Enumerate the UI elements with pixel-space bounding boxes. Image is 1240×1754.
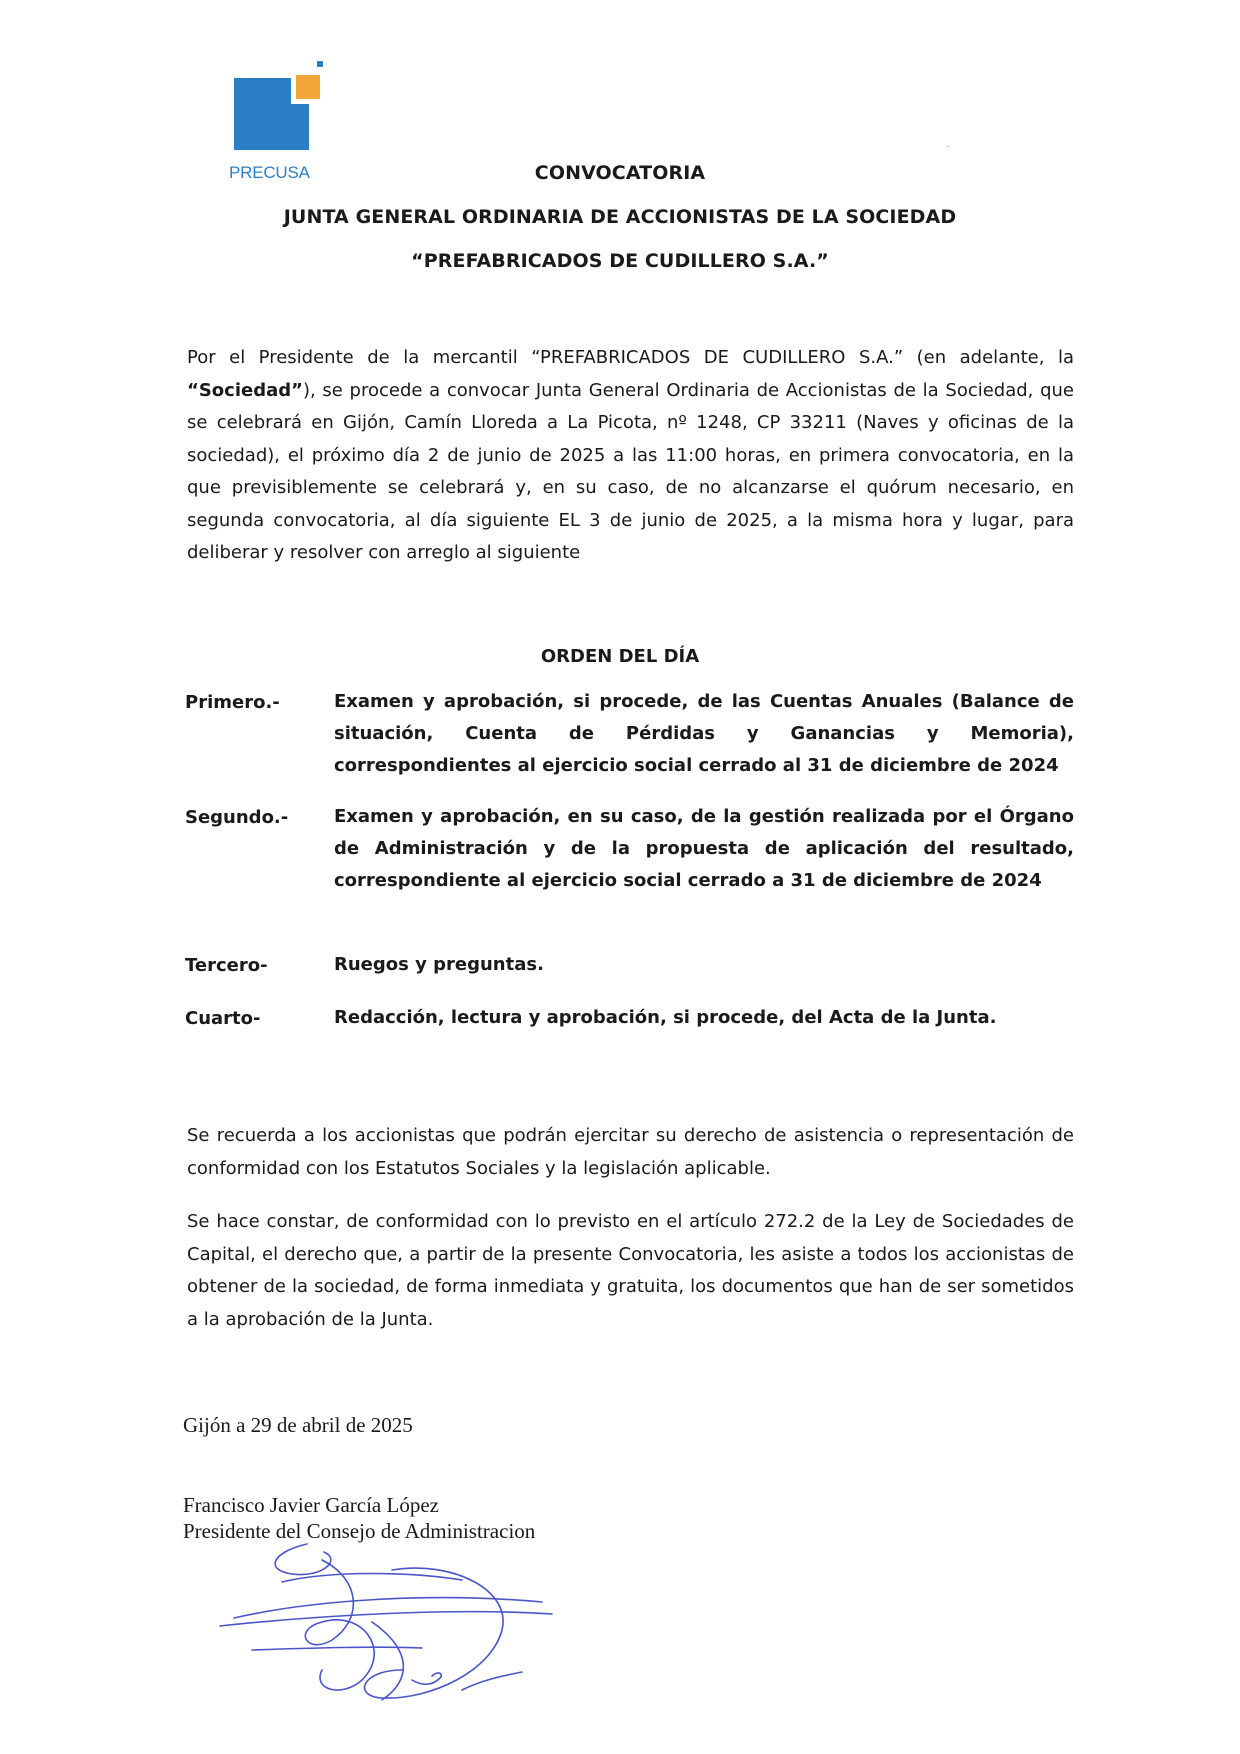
agenda-item-2-text: Examen y aprobación, en su caso, de la gestión realizada por el Órgano de Administración y de la propuesta de aplicación del resultado, correspondiente al ejercicio social cerrado a 31 de diciembre de 2024	[334, 806, 1074, 891]
title-company: “PREFABRICADOS DE CUDILLERO S.A.”	[411, 250, 829, 272]
logo-brand-text: PRECUSA	[229, 163, 310, 182]
intro-text-1: Por el Presidente de la mercantil “PREFABRICADOS DE CUDILLERO S.A.” (en adelante, la	[187, 347, 1074, 368]
title-convocatoria: CONVOCATORIA	[534, 162, 706, 184]
agenda-item-1-text: Examen y aprobación, si procede, de las Cuentas Anuales (Balance de situación, Cuenta de Pérdidas y Ganancias y Memoria), correspondientes al ejercicio social cerrado al 31 de diciembre de 2024	[334, 691, 1074, 776]
logo-small-square	[317, 61, 323, 67]
precusa-logo	[228, 58, 328, 182]
intro-bold-term: “Sociedad”	[187, 379, 303, 401]
title-junta: JUNTA GENERAL ORDINARIA DE ACCIONISTAS DE LA SOCIEDAD	[283, 206, 957, 228]
agenda-item-3-label: Tercero-	[185, 955, 268, 976]
legal-paragraph: Se hace constar, de conformidad con lo previsto en el artículo 272.2 de la Ley de Sociedades de Capital, el derecho que, a partir de la presente Convocatoria, les asiste a todos los accionistas de obtener de la sociedad, de forma inmediata y gratuita, los documentos que han de ser sometidos a la aprobación de la Junta.	[187, 1211, 1074, 1330]
agenda-item-4-text: Redacción, lectura y aprobación, si procede, del Acta de la Junta.	[334, 1007, 997, 1028]
handwritten-signature	[212, 1530, 572, 1710]
agenda-item-2-label: Segundo.-	[185, 807, 289, 828]
intro-text-2: ), se procede a convocar Junta General Ordinaria de Accionistas de la Sociedad, que se celebrará en Gijón, Camín Lloreda a La Picota, nº 1248, CP 33211 (Naves y oficinas de la sociedad), el próximo día 2 de junio de 2025 a las 11:00 horas, en primera convocatoria, en la que previsiblemente se celebrará y, en su caso, de no alcanzarse el quórum necesario, en segunda convocatoria, al día siguiente EL 3 de junio de 2025, a la misma hora y lugar, para deliberar y resolver con arreglo al siguiente	[187, 379, 1074, 563]
signatory-name: Francisco Javier García López	[183, 1493, 439, 1517]
logo-orange-square	[291, 70, 325, 104]
agenda-title: ORDEN DEL DÍA	[540, 646, 700, 667]
agenda-item-3-text: Ruegos y preguntas.	[334, 954, 544, 975]
recall-paragraph: Se recuerda a los accionistas que podrán ejercitar su derecho de asistencia o representación de conformidad con los Estatutos Sociales y la legislación aplicable.	[187, 1125, 1074, 1179]
intro-paragraph	[187, 342, 1074, 570]
agenda-item-1-label: Primero.-	[185, 692, 280, 713]
scan-speck	[947, 146, 949, 147]
signing-date: Gijón a 29 de abril de 2025	[183, 1413, 413, 1437]
signatory-role: Presidente del Consejo de Administracion	[183, 1519, 536, 1543]
agenda-item-4-label: Cuarto-	[185, 1008, 261, 1029]
